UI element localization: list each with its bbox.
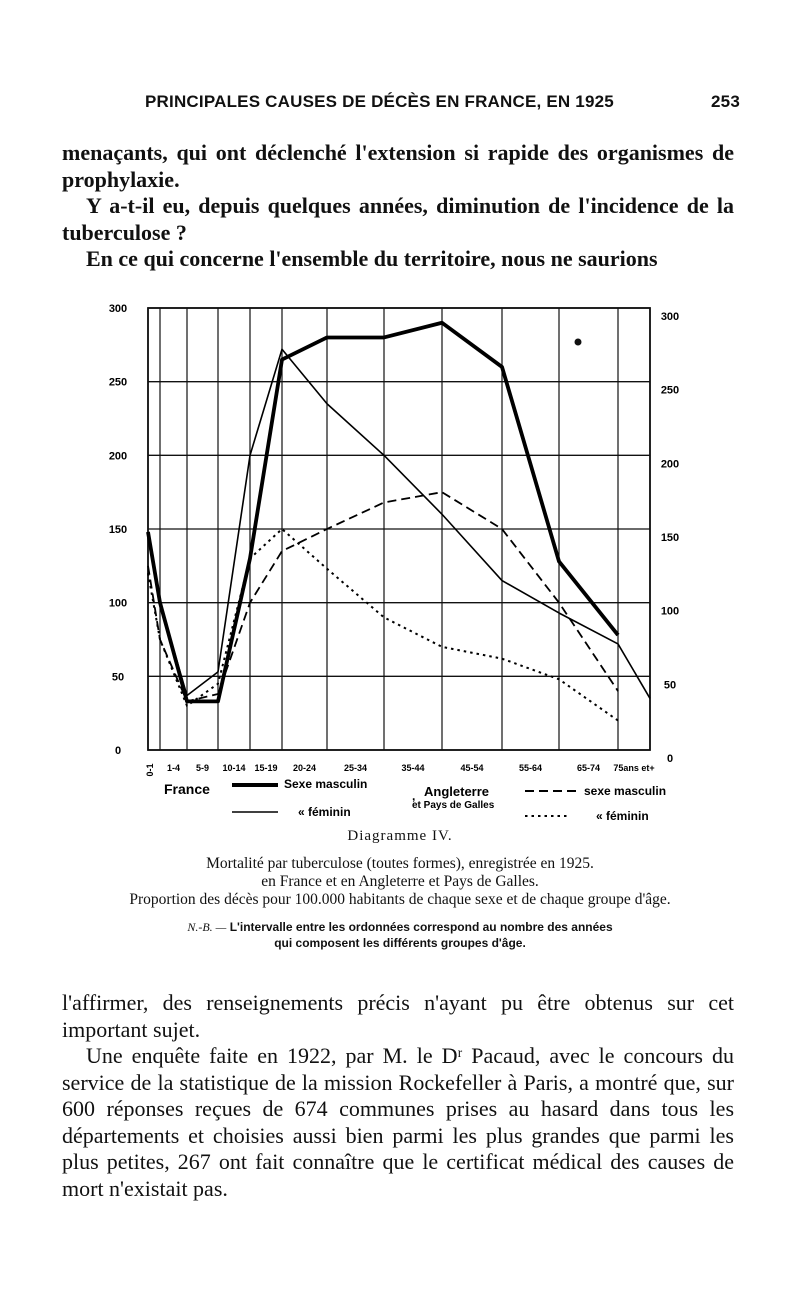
legend-france-male: Sexe masculin — [284, 777, 368, 791]
series-line-1 — [148, 349, 650, 698]
x-tick-label: 65-74 — [576, 763, 601, 773]
x-tick-label: 45-54 — [460, 763, 484, 773]
paragraph: Une enquête faite en 1922, par M. le Dʳ Pacaud, avec le concours du service de la statistique de la mission Rockefeller à Paris, a montré que, sur 600 réponses reçues de 674 communes prises au hasard dans tous les départements et choisies aussi bien parmi les plus grandes que parmi les plus petites, 267 ont fait connaître que le certificat médical des causes de mort n'existait pas. — [62, 1043, 734, 1201]
legend-france-female: « féminin — [298, 805, 351, 819]
y-tick-label-left: 250 — [108, 376, 128, 389]
x-tick-label: 75ans et+ — [613, 763, 655, 773]
paragraph-bottom — [62, 990, 734, 1202]
header-title: PRINCIPALES CAUSES DE DÉCÈS EN FRANCE, EN 1925 — [145, 92, 614, 111]
legend-uk-female: « féminin — [596, 809, 649, 823]
legend-uk-label: Angleterre — [424, 784, 490, 799]
x-tick-label: 15-19 — [254, 763, 278, 773]
y-tick-label-left: 300 — [108, 303, 128, 315]
paragraph: Y a-t-il eu, depuis quelques années, diminution de l'incidence de la tuberculose ? — [62, 193, 734, 245]
diagram — [0, 288, 800, 828]
legend-comma: , — [412, 789, 416, 803]
paragraph: menaçants, qui ont déclenché l'extension si rapide des organismes de prophylaxie. — [62, 140, 734, 192]
y-tick-label-left: 200 — [108, 450, 128, 463]
marker-dot — [575, 339, 582, 346]
legend-uk-male: sexe masculin — [584, 784, 667, 798]
paragraph: l'affirmer, des renseignements précis n'ayant pu être obtenus sur cet important sujet. — [62, 990, 734, 1042]
x-tick-label: 55-64 — [518, 763, 543, 773]
legend-uk-label-2: et Pays de Galles — [412, 800, 495, 811]
y-tick-label-left: 0 — [114, 745, 122, 757]
y-tick-label-right: 50 — [663, 679, 677, 692]
note-prefix: N.-B. — — [187, 920, 227, 934]
y-tick-label-left: 150 — [108, 524, 128, 536]
x-tick-label: 35-44 — [401, 763, 425, 773]
x-tick-label: 0-1 — [145, 763, 155, 777]
note-text: L'intervalle entre les ordonnées correspond au nombre des années — [229, 920, 613, 934]
figure-caption — [40, 828, 760, 951]
caption-line: en France et en Angleterre et Pays de Galles. — [261, 873, 539, 890]
page-number: 253 — [711, 92, 740, 111]
y-tick-label-right: 300 — [660, 311, 680, 323]
x-tick-label: 1-4 — [166, 763, 181, 773]
y-tick-label-right: 150 — [660, 532, 680, 544]
y-tick-label-right: 250 — [660, 384, 680, 397]
caption-line: Mortalité par tuberculose (toutes formes), enregistrée en 1925. — [206, 855, 594, 872]
x-tick-label: 20-24 — [292, 763, 317, 773]
caption-note — [40, 919, 760, 951]
caption-line: Proportion des décès pour 100.000 habitants de chaque sexe et de chaque groupe d'âge. — [129, 891, 671, 908]
paragraph-top — [62, 140, 734, 273]
y-tick-label-right: 200 — [660, 458, 680, 471]
y-tick-label-left: 50 — [111, 671, 125, 684]
x-tick-label: 5-9 — [195, 763, 210, 773]
note-text: qui composent les différents groupes d'âge. — [274, 936, 526, 950]
x-tick-label: 25-34 — [343, 763, 368, 773]
diagram-label: Diagramme IV. — [347, 828, 453, 844]
x-tick-label: 10-14 — [222, 763, 246, 773]
legend-france-label: France — [164, 781, 210, 797]
y-tick-label-right: 0 — [666, 753, 674, 765]
paragraph: En ce qui concerne l'ensemble du territoire, nous ne saurions — [86, 246, 658, 271]
y-tick-label-left: 100 — [108, 597, 128, 610]
y-tick-label-right: 100 — [660, 605, 680, 618]
mortality-chart — [0, 288, 800, 828]
